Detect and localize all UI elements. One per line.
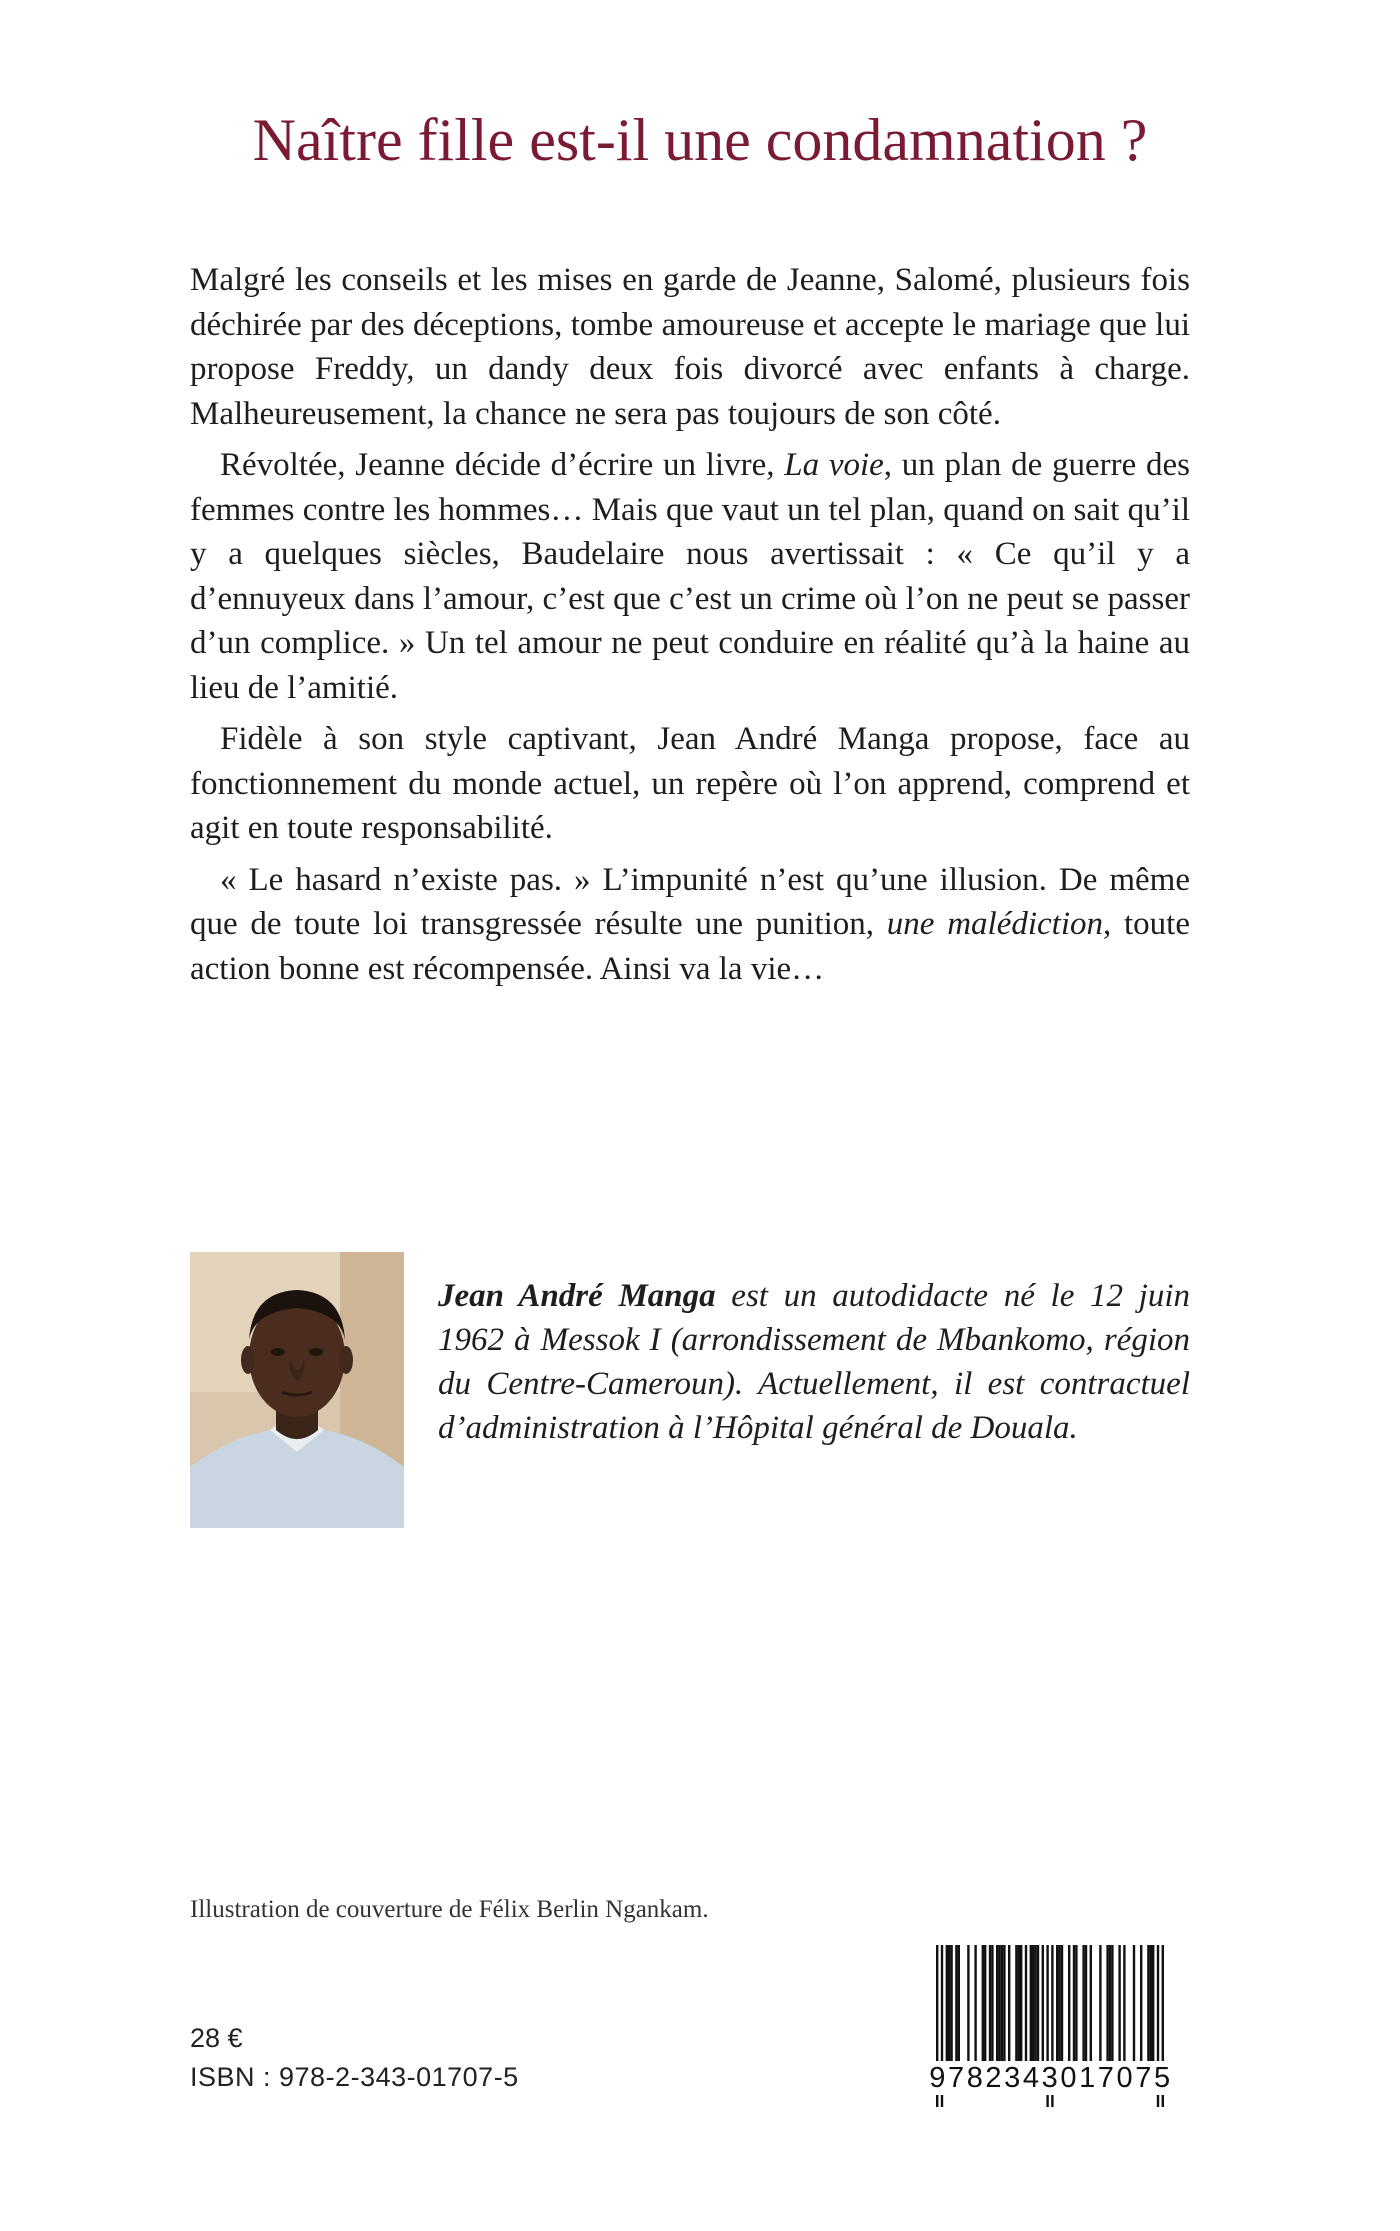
barcode-bar	[1025, 1945, 1027, 2063]
barcode-bar	[1056, 1945, 1058, 2063]
barcode-bar	[1015, 1945, 1017, 2063]
barcode-bar	[1133, 1945, 1135, 2063]
barcode-bar	[1147, 1945, 1149, 2063]
barcode-bar	[1152, 1945, 1154, 2063]
barcode-bar	[955, 1945, 957, 2063]
summary-paragraph-3: Fidèle à son style captivant, Jean André Manga propose, face au fonctionnement du monde actuel, un repère où l’on apprend, comprend et agit en toute responsabilité.	[190, 721, 1190, 846]
barcode-bar	[1001, 1945, 1003, 2063]
emphasis-malediction: une malédiction	[886, 906, 1103, 942]
barcode-bar	[950, 1945, 952, 2063]
barcode-bar	[1020, 1945, 1022, 2063]
barcode-bar	[1082, 1945, 1084, 2063]
barcode-bar	[1032, 1945, 1034, 2063]
book-summary	[190, 258, 1190, 998]
barcode-bar	[1085, 1945, 1087, 2063]
barcode-bar	[946, 1945, 948, 2063]
barcode-bar	[996, 1945, 998, 2063]
barcode-bar	[974, 1945, 976, 2063]
barcode-bar	[1150, 1945, 1152, 2063]
barcode-bar	[958, 1945, 960, 2063]
author-photo	[190, 1252, 404, 1528]
barcode-bar	[967, 1945, 969, 2063]
barcode-bar	[989, 1945, 991, 2063]
author-bio-text: est un autodidacte né le 12 juin 1962 à Messok I (arrondissement de Mbankomo, région du Centre-Cameroun). Actuellement, il est contractuel d’administration à l’Hôpital général de Douala.	[438, 1278, 1190, 1446]
barcode-bar	[948, 1945, 950, 2063]
author-biography	[438, 1274, 1190, 1450]
barcode-bar	[998, 1945, 1000, 2063]
barcode-number: 9782343017075	[918, 2061, 1184, 2095]
barcode-bar	[991, 1945, 993, 2063]
barcode-bar	[1034, 1945, 1036, 2063]
isbn: ISBN : 978-2-343-01707-5	[190, 2062, 519, 2092]
barcode-bar	[982, 1945, 984, 2063]
summary-paragraph-1: Malgré les conseils et les mises en garde de Jeanne, Salomé, plusieurs fois déchirée par des déceptions, tombe amoureuse et accepte le mariage que lui propose Freddy, un dandy deux fois divorcé avec enfants à charge. Malheureusement, la chance ne sera pas toujours de son côté.	[190, 262, 1190, 432]
barcode-bar	[1111, 1945, 1113, 2063]
barcode-bar	[1037, 1945, 1039, 2063]
barcode-bar	[1018, 1945, 1020, 2063]
barcode-bar	[1042, 1945, 1044, 2063]
barcode-bar	[984, 1945, 986, 2063]
summary-paragraph-4: « Le hasard n’existe pas. » L’impunité n’est qu’une illusion. De même que de toute loi transgressée résulte une punition, une malédiction, toute action bonne est récompensée. Ainsi va la vie…	[190, 861, 1190, 987]
author-name: Jean André Manga	[438, 1278, 716, 1314]
barcode-bar	[1118, 1945, 1120, 2063]
illustration-credit: Illustration de couverture de Félix Berlin Ngankam.	[190, 1896, 709, 1923]
barcode-bar	[1109, 1945, 1111, 2063]
back-cover-title: Naître fille est-il une condamnation ?	[252, 107, 1148, 173]
barcode-bar	[1058, 1945, 1060, 2063]
price: 28 €	[190, 2023, 243, 2053]
barcode-bar	[1090, 1945, 1092, 2063]
barcode-bar	[1123, 1945, 1125, 2063]
barcode-bar	[1075, 1945, 1077, 2063]
barcode-bar	[1140, 1945, 1142, 2063]
barcode-bar	[1061, 1945, 1063, 2063]
barcode-bar	[1008, 1945, 1010, 2063]
summary-paragraph-2: Révoltée, Jeanne décide d’écrire un livre, La voie, un plan de guerre des femmes contre les hommes… Mais que vaut un tel plan, quand on sait qu’il y a quelques siècles, Baudelaire nous avertissait : « Ce qu’il y a d’ennuyeux dans l’amour, c’est que c’est un crime où l’on ne peut se passer d’un complice. » Un tel amour ne peut conduire en réalité qu’à la haine au lieu de l’amitié.	[190, 447, 1190, 706]
barcode-bar	[1068, 1945, 1070, 2063]
barcode-bar	[1106, 1945, 1108, 2063]
book-title-la-voie: La voie	[784, 447, 884, 483]
barcode-bar	[1003, 1945, 1005, 2063]
barcode-bar	[1073, 1945, 1075, 2063]
barcode-bar	[1099, 1945, 1101, 2063]
barcode-bar	[1030, 1945, 1032, 2063]
